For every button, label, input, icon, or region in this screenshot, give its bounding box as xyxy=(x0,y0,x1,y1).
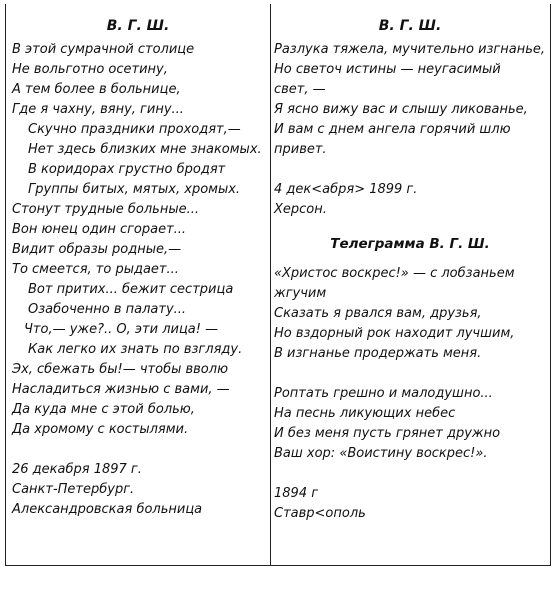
left-place-city: Санкт-Петербург. xyxy=(12,482,135,497)
poem-line: Что,— уже?.. О, эти лица! — xyxy=(24,322,219,337)
right-year: 1894 г xyxy=(274,486,319,501)
poem-line: свет, — xyxy=(274,82,326,97)
left-place-hospital: Александровская больница xyxy=(12,502,203,517)
right-column xyxy=(274,4,546,524)
poem-line: В коридорах грустно бродят xyxy=(28,162,226,177)
poem-line: Нет здесь близких мне знакомых. xyxy=(28,142,262,157)
poem-table xyxy=(5,4,551,566)
left-column xyxy=(12,4,264,520)
poem-line: И без меня пусть грянет дружно xyxy=(274,426,501,441)
poem-line: Сказать я рвался вам, друзья, xyxy=(274,306,482,321)
right-place: Херсон. xyxy=(274,202,327,217)
poem-line: В изгнанье продержать меня. xyxy=(274,346,482,361)
poem-line: жгучим xyxy=(274,286,327,301)
poem-line: Я ясно вижу вас и слышу ликованье, xyxy=(274,102,528,117)
poem-line: Насладиться жизнью с вами, — xyxy=(12,382,230,397)
right-date: 4 дек<абря> 1899 г. xyxy=(274,182,418,197)
column-divider xyxy=(270,4,271,565)
telegram-title: Телеграмма В. Г. Ш. xyxy=(330,236,490,252)
poem-line: То смеется, то рыдает... xyxy=(12,262,179,277)
right-place-2: Ставр<ополь xyxy=(274,506,366,521)
poem-line: Вот притих... бежит сестрица xyxy=(28,282,234,297)
left-title: В. Г. Ш. xyxy=(106,18,170,34)
poem-line: Где я чахну, вяну, гину... xyxy=(12,102,184,117)
poem-line: Группы битых, мятых, хромых. xyxy=(28,182,241,197)
poem-line: Разлука тяжела, мучительно изгнанье, xyxy=(274,42,546,57)
right-title: В. Г. Ш. xyxy=(378,18,442,34)
poem-line: «Христос воскрес!» — с лобзаньем xyxy=(274,266,515,281)
poem-line: Как легко их знать по взгляду. xyxy=(28,342,243,357)
poem-line: Эх, сбежать бы!— чтобы вволю xyxy=(12,362,229,377)
poem-line: Озабоченно в палату... xyxy=(28,302,187,317)
poem-line: А тем более в больнице, xyxy=(12,82,181,97)
poem-line: Но светоч истины — неугасимый xyxy=(274,62,501,77)
poem-line: В этой сумрачной столице xyxy=(12,42,195,57)
poem-line: Стонут трудные больные... xyxy=(12,202,200,217)
poem-line: Ваш хор: «Воистину воскрес!». xyxy=(274,446,488,461)
poem-line: Вон юнец один сгорает... xyxy=(12,222,187,237)
poem-line: Да хромому с костылями. xyxy=(12,422,189,437)
poem-line: Скучно праздники проходят,— xyxy=(28,122,241,137)
poem-line: Да куда мне с этой болью, xyxy=(12,402,195,417)
left-date: 26 декабря 1897 г. xyxy=(12,462,142,477)
poem-line: И вам с днем ангела горячий шлю xyxy=(274,122,511,137)
poem-line: На песнь ликующих небес xyxy=(274,406,456,421)
poem-line: привет. xyxy=(274,142,327,157)
poem-line: Не вольготно осетину, xyxy=(12,62,168,77)
poem-line: Но вздорный рок находит лучшим, xyxy=(274,326,515,341)
poem-line: Видит образы родные,— xyxy=(12,242,182,257)
poem-line: Роптать грешно и малодушно... xyxy=(274,386,493,401)
